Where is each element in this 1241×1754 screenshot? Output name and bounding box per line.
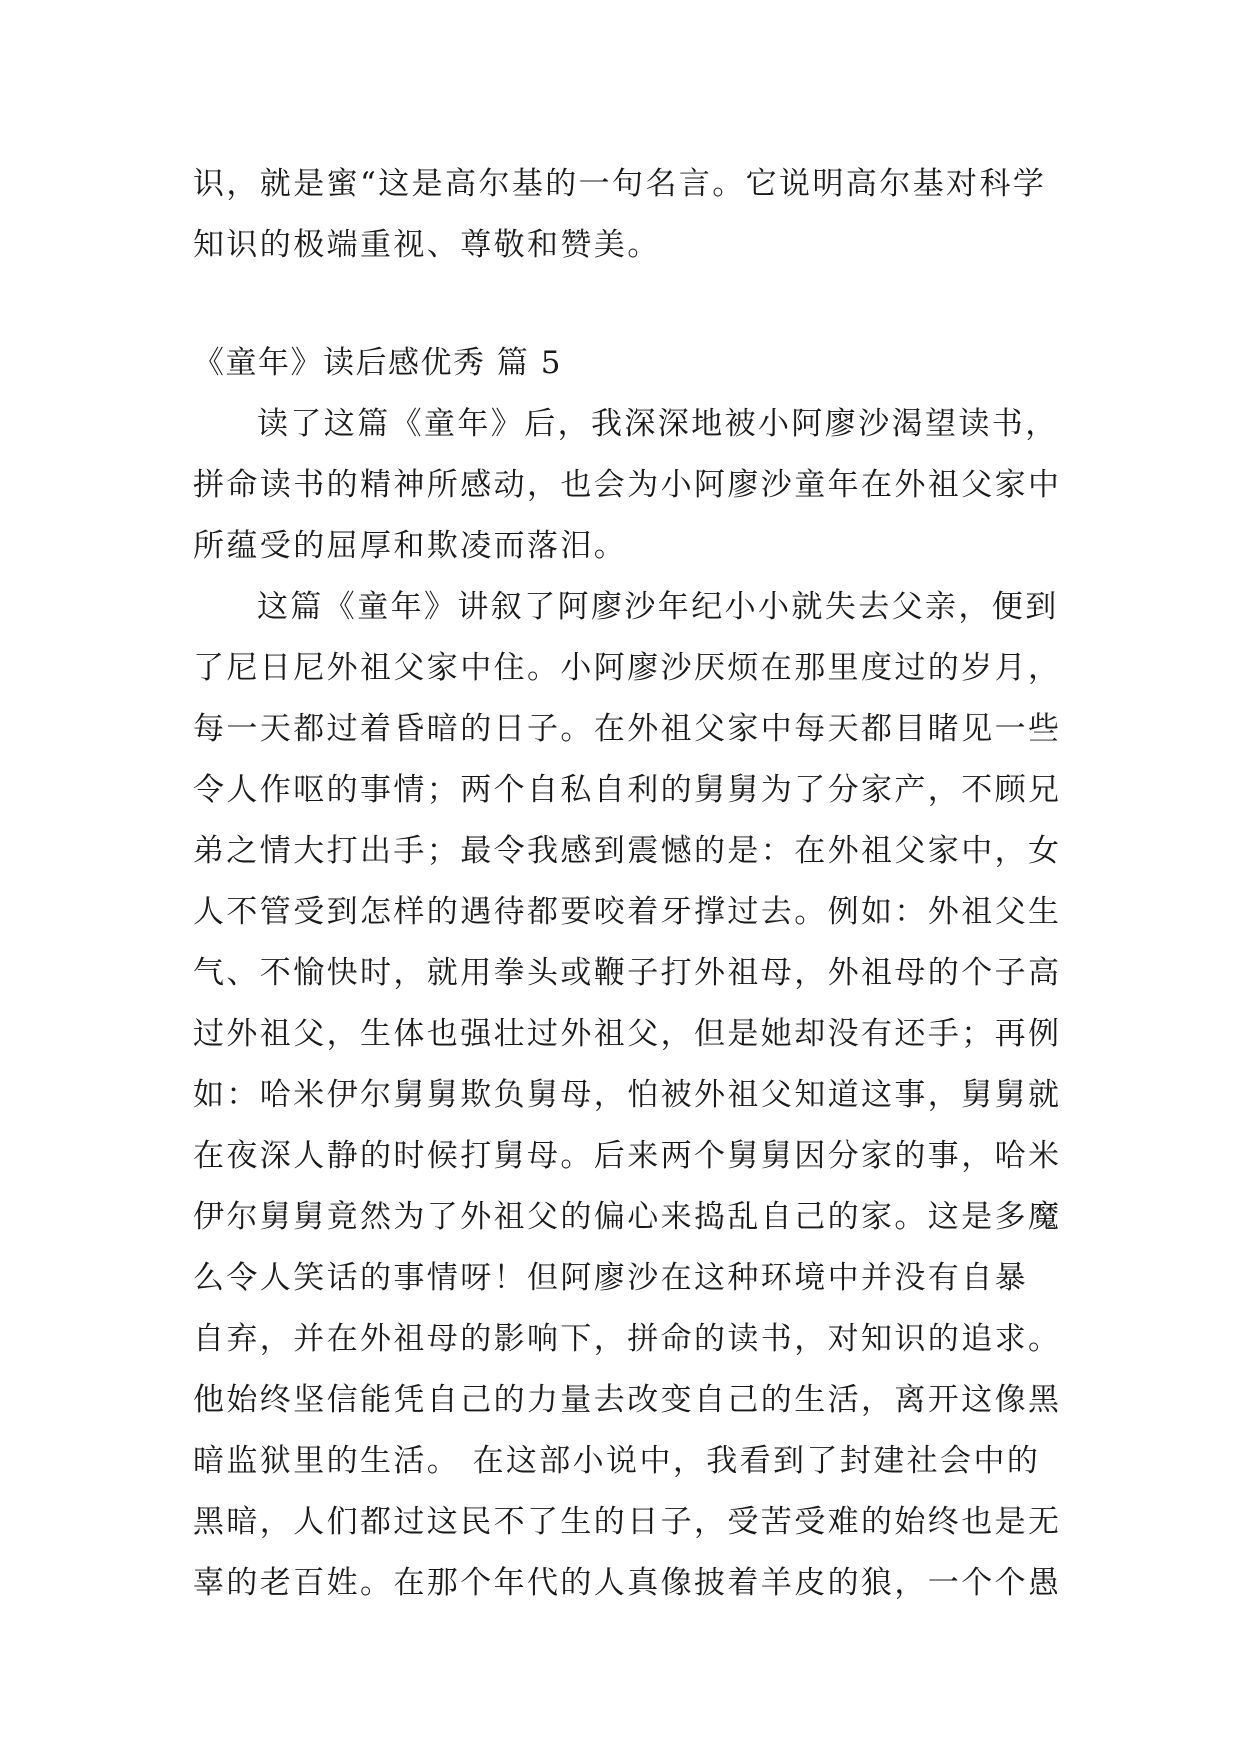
text-line: 拼命读书的精神所感动，也会为小阿廖沙童年在外祖父家中 xyxy=(193,467,1062,503)
text-line: 读了这篇《童年》后，我深深地被小阿廖沙渴望读书， xyxy=(257,406,1059,442)
body-paragraph-1 xyxy=(193,394,1062,577)
text-line: 他始终坚信能凭自己的力量去改变自己的生活，离开这像黑 xyxy=(193,1382,1062,1418)
text-line: 这篇《童年》讲叙了阿廖沙年纪小小就失去父亲，便到 xyxy=(257,589,1059,625)
text-line: 辜的老百姓。在那个年代的人真像披着羊皮的狼，一个个愚 xyxy=(193,1565,1062,1601)
text-line: 了尼日尼外祖父家中住。小阿廖沙厌烦在那里度过的岁月， xyxy=(193,650,1062,686)
text-line: 过外祖父，生体也强壮过外祖父，但是她却没有还手；再例 xyxy=(193,1016,1062,1052)
text-line: 暗监狱里的生活。 在这部小说中，我看到了封建社会中的 xyxy=(193,1443,1041,1479)
text-line: 所蕴受的屈厚和欺凌而落汨。 xyxy=(193,528,628,564)
body-paragraph-2 xyxy=(193,577,1062,1614)
text-line: 黑暗，人们都过这民不了生的日子，受苦受难的始终也是无 xyxy=(193,1504,1062,1540)
text-line: 令人作呕的事情；两个自私自利的舅舅为了分家产，不顾兄 xyxy=(193,772,1062,808)
text-line: 识，就是蜜“这是高尔基的一句名言。它说明高尔基对科学 xyxy=(193,166,1047,202)
text-line: 弟之情大打出手；最令我感到震憾的是：在外祖父家中，女 xyxy=(193,833,1062,869)
text-line: 伊尔舅舅竟然为了外祖父的偏心来捣乱自己的家。这是多魔 xyxy=(193,1199,1062,1235)
text-line: 人不管受到怎样的遇待都要咬着牙撑过去。例如：外祖父生 xyxy=(193,894,1062,930)
section-heading: 《童年》读后感优秀 篇 5 xyxy=(193,345,562,381)
text-line: 在夜深人静的时候打舅母。后来两个舅舅因分家的事，哈米 xyxy=(193,1138,1062,1174)
text-line: 如：哈米伊尔舅舅欺负舅母，怕被外祖父知道这事，舅舅就 xyxy=(193,1077,1062,1113)
text-line: 每一天都过着昏暗的日子。在外祖父家中每天都目睹见一些 xyxy=(193,711,1062,747)
text-line: 知识的极端重视、尊敬和赞美。 xyxy=(193,227,661,263)
text-line: 么令人笑话的事情呀！但阿廖沙在这种环境中并没有自暴 xyxy=(193,1260,1028,1296)
intro-paragraph xyxy=(193,154,1053,276)
text-line: 自弃，并在外祖母的影响下，拼命的读书，对知识的追求。 xyxy=(193,1321,1062,1357)
text-line: 气、不愉快时，就用拳头或鞭子打外祖母，外祖母的个子高 xyxy=(193,955,1062,991)
